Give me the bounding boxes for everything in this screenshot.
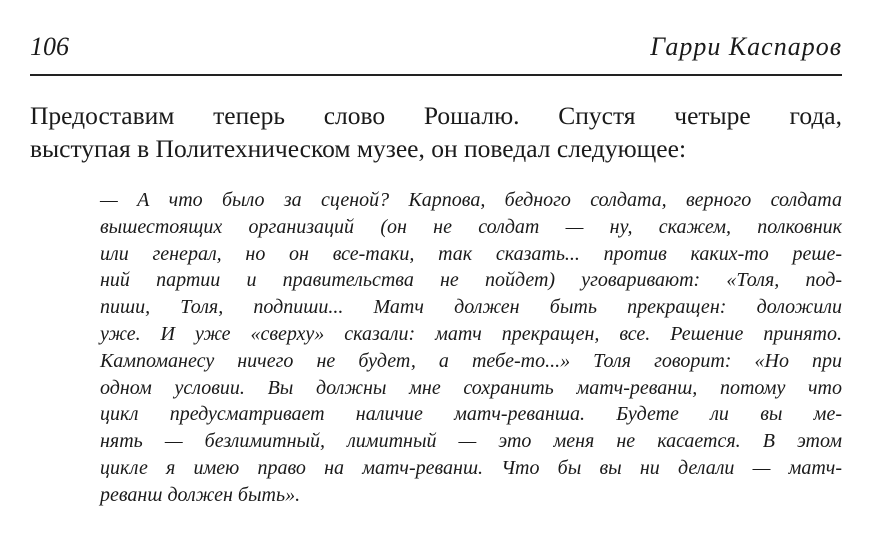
quote-line: — А что было за сценой? Карпова, бедного солдата, верного солдата — [100, 189, 842, 211]
quote-line: ний партии и правительства не пойдет) уговаривают: «Толя, под- — [100, 269, 842, 292]
page-header — [30, 30, 842, 64]
quote-line: нять — безлимитный, лимитный — это меня не касается. В этом — [100, 430, 842, 453]
quote-block — [100, 187, 842, 509]
lead-paragraph — [30, 99, 842, 165]
quote-line: уже. И уже «сверху» сказали: матч прекращен, все. Решение принято. — [100, 322, 842, 345]
lead-line: выступая в Политехническом музее, он поведал следующее: — [30, 134, 687, 163]
running-head: Гарри Каспаров — [650, 32, 842, 61]
quote-line: одном условии. Вы должны мне сохранить матч-реванш, потому что — [100, 376, 842, 399]
quote-line: реванш должен быть». — [100, 483, 301, 506]
quote-line: или генерал, но он все-таки, так сказать... против каких-то реше- — [100, 242, 842, 265]
page-number: 106 — [30, 32, 69, 61]
quote-line: Кампоманесу ничего не будет, а тебе-то...» Толя говорит: «Но при — [100, 349, 842, 372]
header-rule — [30, 74, 842, 76]
quote-line: цикл предусматривает наличие матч-реванша. Будете ли вы ме- — [100, 403, 842, 426]
quote-line: цикле я имею право на матч-реванш. Что бы вы ни делали — матч- — [100, 456, 842, 479]
quote-line: вышестоящих организаций (он не солдат — ну, скажем, полковник — [100, 215, 842, 238]
quote-line: пиши, Толя, подпиши... Матч должен быть прекращен: доложили — [100, 296, 842, 319]
lead-line: Предоставим теперь слово Рошалю. Спустя четыре года, — [30, 101, 842, 130]
